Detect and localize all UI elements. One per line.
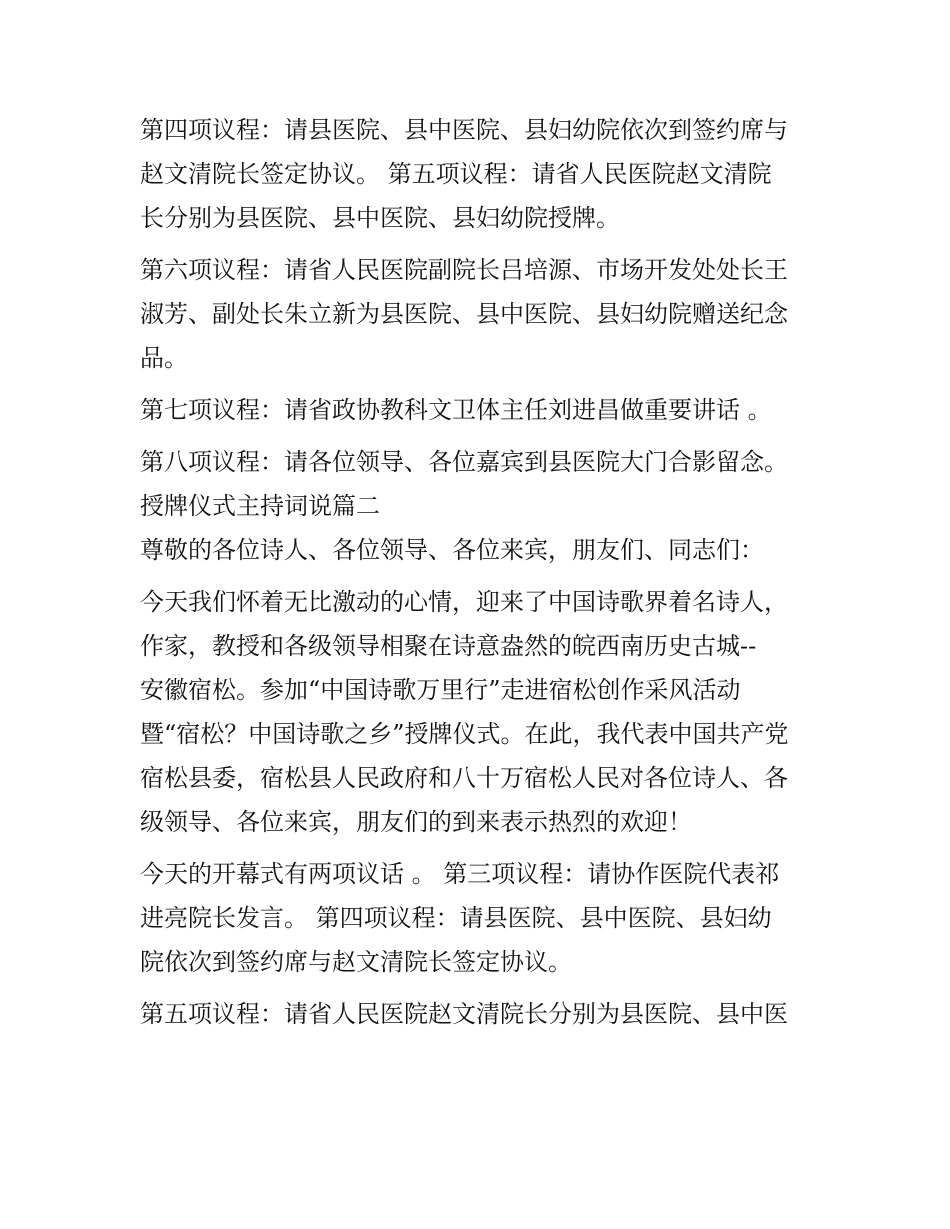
section-heading: 授牌仪式主持词说篇二	[140, 492, 380, 520]
text-line: 宿松县委，宿松县人民政府和八十万宿松人民对各位诗人、各	[140, 764, 788, 792]
text-line: 安徽宿松。参加“中国诗歌万里行”走进宿松创作采风活动	[140, 676, 741, 704]
text-line: 今天的开幕式有两项议话 。 第三项议程：请协作医院代表祁	[140, 860, 780, 888]
text-line: 第四项议程：请县医院、县中医院、县妇幼院依次到签约席与	[140, 116, 788, 144]
text-line: 淑芳、副处长朱立新为县医院、县中医院、县妇幼院赠送纪念	[140, 300, 788, 328]
document-body	[140, 108, 830, 1036]
text-line: 尊敬的各位诗人、各位领导、各位来宾，朋友们、同志们：	[140, 536, 764, 564]
text-line: 赵文清院长签定协议。 第五项议程：请省人民医院赵文清院	[140, 160, 772, 188]
text-line: 长分别为县医院、县中医院、县妇幼院授牌。	[140, 204, 620, 232]
text-line: 第七项议程：请省政协教科文卫体主任刘进昌做重要讲话 。	[140, 396, 772, 424]
text-line: 暨“宿松？中国诗歌之乡”授牌仪式。在此，我代表中国共产党	[140, 720, 789, 748]
text-line: 院依次到签约席与赵文清院长签定协议。	[140, 948, 572, 976]
text-line: 进亮院长发言。 第四项议程：请县医院、县中医院、县妇幼	[140, 904, 772, 932]
text-line: 级领导、各位来宾，朋友们的到来表示热烈的欢迎！	[140, 808, 692, 836]
text-line: 今天我们怀着无比激动的心情，迎来了中国诗歌界着名诗人，	[140, 588, 788, 616]
text-line: 第五项议程：请省人民医院赵文清院长分别为县医院、县中医	[140, 1000, 788, 1028]
text-line: 第六项议程：请省人民医院副院长吕培源、市场开发处处长王	[140, 256, 788, 284]
text-line: 作家，教授和各级领导相聚在诗意盎然的皖西南历史古城--	[140, 632, 757, 660]
text-line: 第八项议程：请各位领导、各位嘉宾到县医院大门合影留念。	[140, 448, 788, 476]
text-line: 品。	[140, 344, 188, 372]
